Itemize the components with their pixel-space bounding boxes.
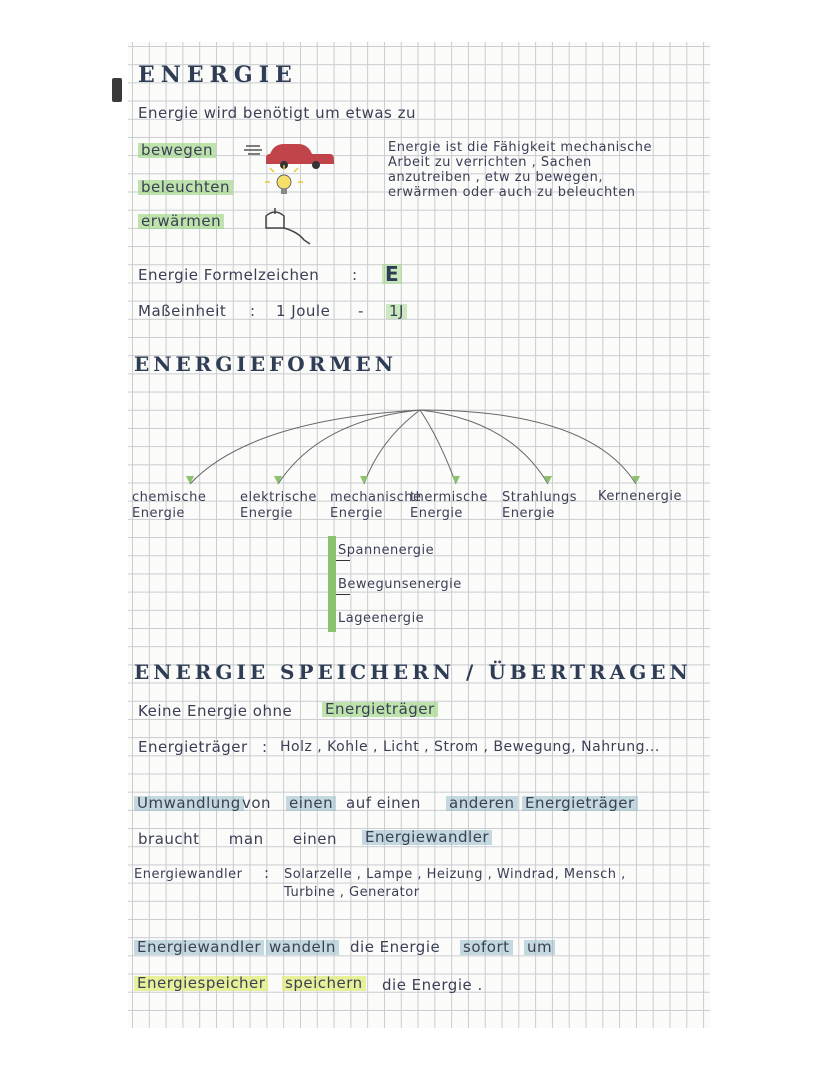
no-energy-line: Keine Energie ohne (138, 702, 293, 720)
unit-label: Maßeinheit (138, 302, 227, 320)
definition-line-1: Energie ist die Fähigkeit mechanische (388, 140, 652, 155)
unit-dash: - (358, 302, 364, 320)
summary-speichern: speichern (282, 976, 366, 991)
sub-bewegungsenergie: Bewegunsenergie (338, 577, 462, 592)
forms-diagram (0, 0, 828, 520)
converters-label: Energiewandler (134, 867, 243, 882)
conversion-auf: auf einen (346, 794, 421, 812)
intro-line: Energie wird benötigt um etwas zu (138, 104, 417, 122)
branch-line (336, 594, 350, 595)
symbol-label: Energie Formelzeichen (138, 266, 320, 284)
arrow-mechanisch (364, 410, 420, 484)
summary-die-energie-2: die Energie . (382, 976, 483, 994)
carriers-label: Energieträger (138, 738, 248, 756)
conversion-traeger: Energieträger (522, 796, 638, 811)
mechanical-bracket (328, 536, 336, 632)
form-thermisch: thermische Energie (410, 490, 488, 521)
conversion-von: von (242, 794, 272, 812)
energiewandler-highlight: Energiewandler (362, 830, 492, 845)
definition-line-4: erwärmen oder auch zu beleuchten (388, 185, 636, 200)
form-strahlung: Strahlungs Energie (502, 490, 578, 521)
forms-title: ENERGIEFORMEN (134, 352, 397, 376)
arrow-elektrisch (278, 410, 420, 484)
conversion-anderen: anderen (446, 796, 518, 811)
symbol-value: E (382, 264, 402, 284)
arrow-thermisch (420, 410, 456, 484)
conversion-einen: einen (286, 796, 336, 811)
summary-um: um (524, 940, 555, 955)
form-mechanisch: mechanische Energie (330, 490, 422, 521)
unit-colon: : (250, 302, 256, 320)
summary-die-energie: die Energie (350, 938, 441, 956)
branch-line (336, 560, 350, 561)
sub-spannenergie: Spannenergie (338, 543, 435, 558)
unit-value: 1 Joule (276, 302, 331, 320)
arrow-strahlung (420, 410, 548, 484)
carriers-colon: : (262, 738, 268, 756)
unit-abbr: 1J (386, 304, 407, 319)
conversion-word: Umwandlung (134, 796, 244, 811)
energietraeger-highlight: Energieträger (322, 702, 438, 717)
form-chemisch: chemische Energie (132, 490, 207, 521)
page-title: ENERGIE (138, 62, 298, 88)
definition-line-3: anzutreiben , etw zu bewegen, (388, 170, 603, 185)
definition-line-2: Arbeit zu verrichten , Sachen (388, 155, 592, 170)
summary-speicher: Energiespeicher (134, 976, 268, 991)
item-beleuchten: beleuchten (138, 180, 233, 195)
carriers-list: Holz , Kohle , Licht , Strom , Bewegung, Nahrung... (280, 739, 660, 755)
item-erwaermen: erwärmen (138, 214, 224, 229)
arrow-kern (420, 410, 636, 484)
form-kern: Kernenergie (598, 489, 682, 504)
converters-line-1: Solarzelle , Lampe , Heizung , Windrad, Mensch , (284, 867, 626, 882)
need-line: braucht man einen (138, 830, 338, 848)
summary-wandler: Energiewandler (134, 940, 264, 955)
storage-title: ENERGIE SPEICHERN / ÜBERTRAGEN (134, 660, 692, 684)
arrow-chemisch (190, 410, 420, 484)
converters-colon: : (264, 864, 270, 882)
form-elektrisch: elektrische Energie (240, 490, 317, 521)
converters-line-2: Turbine , Generator (284, 885, 420, 900)
item-bewegen: bewegen (138, 143, 216, 158)
summary-wandeln: wandeln (266, 940, 339, 955)
summary-sofort: sofort (460, 940, 513, 955)
sub-lageenergie: Lageenergie (338, 611, 425, 626)
symbol-colon: : (352, 266, 358, 284)
